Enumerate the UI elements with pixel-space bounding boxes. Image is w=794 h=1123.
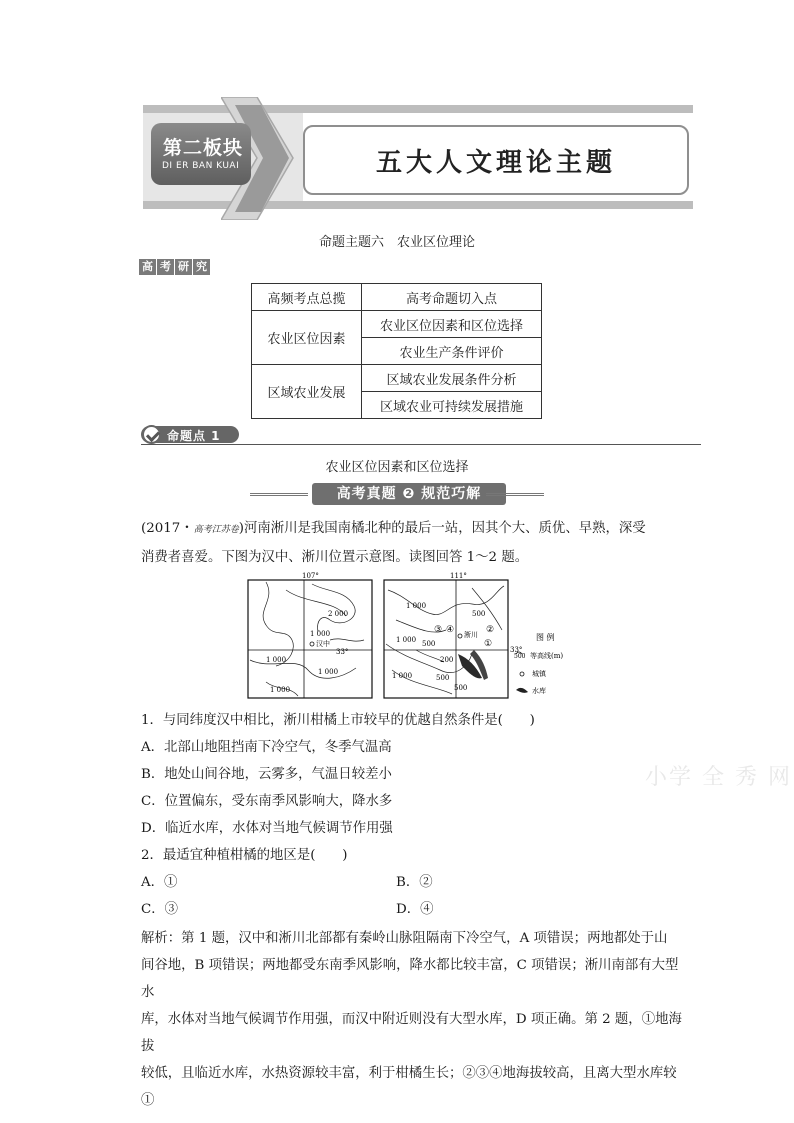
map-latitude-left: 33° bbox=[336, 648, 349, 656]
map-latitude-right: 33° bbox=[510, 646, 523, 654]
tag-char: 高 bbox=[139, 259, 156, 275]
legend-title: 图 例 bbox=[536, 633, 555, 642]
table-row bbox=[252, 365, 542, 392]
question-1-option: D．临近水库，水体对当地气候调节作用强 bbox=[141, 821, 393, 836]
question-2-option: B．② bbox=[396, 875, 433, 890]
checkmark-icon bbox=[142, 425, 161, 444]
section-badge bbox=[151, 123, 251, 185]
map-contour-label: 500 bbox=[436, 674, 450, 682]
map-contour-label: 500 bbox=[422, 640, 436, 648]
table-row bbox=[252, 311, 542, 338]
tag-char: 考 bbox=[157, 259, 174, 275]
map-contour-label: 1 000 bbox=[270, 686, 291, 694]
map-contour-label: 1 000 bbox=[392, 672, 413, 680]
legend-contour-value: 500 bbox=[514, 653, 526, 660]
map-circled-label: ② bbox=[486, 625, 495, 635]
chapter-title: 五大人文理论主题 bbox=[375, 147, 616, 178]
table-point-cell: 区域农业可持续发展措施 bbox=[362, 392, 542, 419]
topic-subtitle: 命题主题六 农业区位理论 bbox=[318, 235, 475, 250]
question-2-stem: 2．最适宜种植柑橘的地区是( ) bbox=[141, 848, 348, 863]
analysis-line: 间谷地，B 项错误；两地都受东南季风影响，降水都比较丰富，C 项错误；淅川南部有大型水 bbox=[141, 958, 679, 1000]
question-2-option: A．① bbox=[141, 875, 178, 890]
intro-year: (2017・ bbox=[141, 521, 194, 536]
chapter-title-box bbox=[303, 125, 689, 195]
question-1-stem: 1．与同纬度汉中相比，淅川柑橘上市较早的优越自然条件是( ) bbox=[141, 713, 535, 728]
divider-line bbox=[141, 444, 701, 445]
table-topic-cell: 区域农业发展 bbox=[252, 365, 362, 419]
question-1-option: B．地处山间谷地，云雾多，气温日较差小 bbox=[141, 767, 392, 782]
analysis-line: 解析：第 1 题，汉中和淅川北部都有秦岭山脉阻隔南下冷空气，A 项错误；两地都处于山 bbox=[141, 931, 668, 946]
map-left-frame bbox=[248, 580, 372, 698]
ribbon-label: 高考真题 ❷ 规范巧解 bbox=[312, 483, 506, 505]
legend-reservoir: 水库 bbox=[532, 687, 546, 695]
map-contour-label: 2 000 bbox=[328, 610, 349, 618]
intro-source: 高考江苏卷 bbox=[193, 525, 239, 535]
ribbon-right-dash bbox=[486, 493, 544, 496]
map-circled-label: ① bbox=[484, 639, 493, 649]
section-name: 第二板块 bbox=[163, 137, 244, 159]
tag-char: 研 bbox=[175, 259, 192, 275]
legend-city-icon bbox=[520, 672, 524, 676]
table-header-cell: 高考命题切入点 bbox=[362, 284, 542, 311]
map-circled-label: ③ bbox=[434, 625, 443, 635]
question-1-option: C．位置偏东，受东南季风影响大，降水多 bbox=[141, 794, 393, 809]
intro-paragraph bbox=[141, 515, 686, 571]
watermark: 小学 全 秀 网 bbox=[645, 765, 792, 790]
map-longitude-right: 111° bbox=[450, 572, 467, 580]
analysis-paragraph bbox=[141, 925, 686, 1114]
exam-ribbon bbox=[250, 483, 544, 505]
map-contour-label: 500 bbox=[454, 684, 468, 692]
command-point-label: 命题点 1 bbox=[167, 429, 221, 443]
map-circled-label: ④ bbox=[446, 625, 455, 635]
question-2-option: C．③ bbox=[141, 902, 179, 917]
table-header-row bbox=[252, 284, 542, 311]
table-point-cell: 农业区位因素和区位选择 bbox=[362, 311, 542, 338]
map-contour-label: 500 bbox=[472, 610, 486, 618]
legend-reservoir-icon bbox=[516, 688, 528, 693]
question-2-option: D．④ bbox=[396, 902, 434, 917]
legend-city: 城镇 bbox=[532, 670, 546, 678]
tag-char: 究 bbox=[193, 259, 210, 275]
intro-line1: )河南淅川是我国南橘北种的最后一站，因其个大、质优、早熟，深受 bbox=[238, 521, 646, 536]
research-tag bbox=[139, 259, 210, 275]
map-city-right: 淅川 bbox=[464, 631, 478, 639]
map-contour-label: 1 000 bbox=[406, 602, 427, 610]
chapter-banner bbox=[143, 97, 693, 220]
table-topic-cell: 农业区位因素 bbox=[252, 311, 362, 365]
table-point-cell: 区域农业发展条件分析 bbox=[362, 365, 542, 392]
map-contour-label: 1 000 bbox=[310, 630, 331, 638]
table-point-cell: 农业生产条件评价 bbox=[362, 338, 542, 365]
intro-line2: 消费者喜爱。下图为汉中、淅川位置示意图。读图回答 1～2 题。 bbox=[141, 550, 529, 565]
command-point-header bbox=[141, 425, 701, 447]
section-title: 农业区位因素和区位选择 bbox=[325, 460, 469, 475]
question-1-option: A．北部山地阻挡南下冷空气，冬季气温高 bbox=[141, 740, 392, 755]
analysis-line: 库，水体对当地气候调节作用强，而汉中附近则没有大型水库，D 项正确。第 2 题，①地海拔 bbox=[141, 1012, 682, 1054]
location-map bbox=[246, 570, 576, 702]
section-pinyin: DI ER BAN KUAI bbox=[162, 161, 240, 171]
analysis-line: 较低，且临近水库，水热资源较丰富，利于柑橘生长；②③④地海拔较高，且离大型水库较① bbox=[141, 1066, 677, 1108]
table-header-cell: 高频考点总揽 bbox=[252, 284, 362, 311]
map-contour-label: 1 000 bbox=[396, 636, 417, 644]
ribbon-left-dash bbox=[250, 493, 308, 496]
legend-contour: 等高线(m) bbox=[530, 652, 564, 660]
map-contour-label: 200 bbox=[440, 656, 454, 664]
map-contour-label: 1 000 bbox=[266, 656, 287, 664]
map-city-left: 汉中 bbox=[316, 640, 330, 648]
map-contour-label: 1 000 bbox=[318, 668, 339, 676]
map-longitude-left: 107° bbox=[302, 572, 319, 580]
key-points-table bbox=[251, 283, 542, 419]
